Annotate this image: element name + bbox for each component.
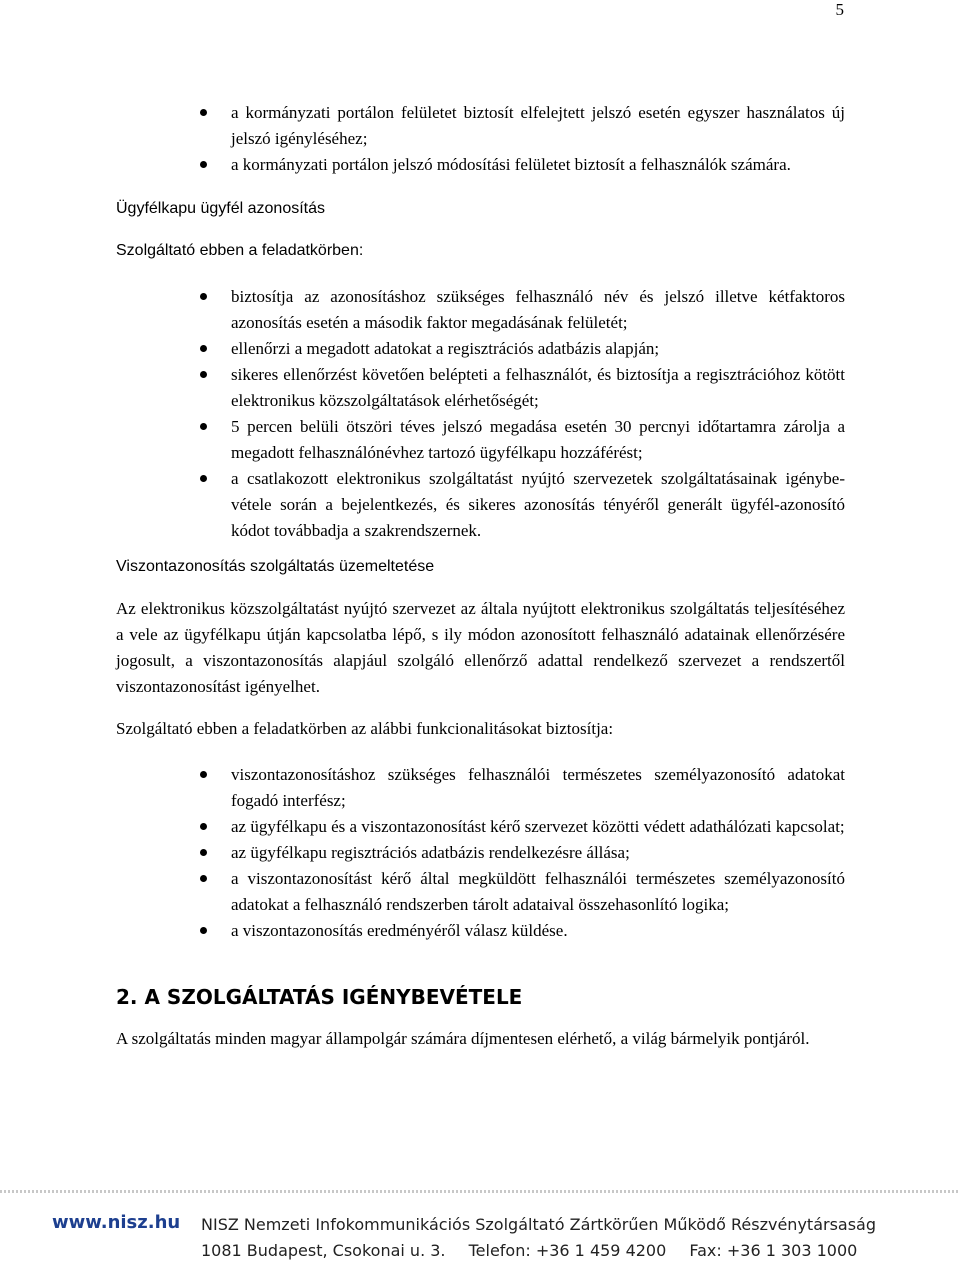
list-item: a viszontazonosítás eredményéről válasz küldése. [116,918,845,944]
intro-text: Szolgáltató ebben a feladatkörben: [116,242,364,259]
list-item: a viszontazonosítást kérő által megküldött felhasználói természetes személyazonosító adatokat a felhasználó rendszerben tárolt adataival összehasonlító logika; [116,866,845,918]
footer-company-info [201,1212,891,1264]
list-item: a csatlakozott elektronikus szolgáltatást nyújtó szervezetek szolgáltatásainak igénybe-vétele során a bejelentkezés, és sikeres azonosítás tényéről generált ügyfél-azonosító kódot továbbadja a szakrendszernek. [116,466,845,544]
list-item: 5 percen belüli ötszöri téves jelszó megadása esetén 30 percnyi időtartamra zárolja a megadott felhasználónévhez tartozó ügyfélkapu hozzáférést; [116,414,845,466]
portal-functions-list [116,100,845,178]
footer-divider [0,1190,960,1193]
list-item: a kormányzati portálon jelszó módosítási felületet biztosít a felhasználók számára. [116,152,845,178]
section-heading-ugyfelkapu: Ügyfélkapu ügyfél azonosítás [116,200,326,217]
document-body [116,100,845,1052]
functionalities-list [116,762,845,944]
list-item: ellenőrzi a megadott adatokat a regisztrációs adatbázis alapján; [116,336,845,362]
footer-website-link[interactable]: www.nisz.hu [52,1212,181,1233]
service-tasks-list [116,284,845,544]
paragraph: A szolgáltatás minden magyar állampolgár számára díjmentesen elérhető, a világ bármelyik pontjáról. [116,1029,810,1048]
list-item: az ügyfélkapu regisztrációs adatbázis rendelkezésre állása; [116,840,845,866]
section-heading-viszontazonositas: Viszontazonosítás szolgáltatás üzemeltetése [116,558,435,575]
list-item: viszontazonosításhoz szükséges felhasználói természetes személyazonosító adatokat fogadó interfész; [116,762,845,814]
footer-address: 1081 Budapest, Csokonai u. 3. [201,1241,446,1260]
footer-contact-line [201,1238,891,1264]
section-title: 2. A SZOLGÁLTATÁS IGÉNYBEVÉTELE [116,985,523,1009]
list-item: biztosítja az azonosításhoz szükséges felhasználó név és jelszó illetve kétfaktoros azonosítás esetén a második faktor megadásának felületét; [116,284,845,336]
list-item: a kormányzati portálon felületet biztosít elfelejtett jelszó esetén egyszer használatos új jelszó igényléséhez; [116,100,845,152]
footer-phone: Telefon: +36 1 459 4200 [468,1241,667,1260]
intro-text: Szolgáltató ebben a feladatkörben az alábbi funkcionalitásokat biztosítja: [116,719,614,738]
list-item: sikeres ellenőrzést követően belépteti a felhasználót, és biztosítja a regisztrációhoz kötött elektronikus közszolgáltatások elérhetőségét; [116,362,845,414]
footer-company-name: NISZ Nemzeti Infokommunikációs Szolgáltató Zártkörűen Működő Részvénytársaság [201,1215,877,1234]
list-item: az ügyfélkapu és a viszontazonosítást kérő szervezet közötti védett adathálózati kapcsolat; [116,814,845,840]
footer-fax: Fax: +36 1 303 1000 [689,1241,858,1260]
paragraph: Az elektronikus közszolgáltatást nyújtó szervezet az általa nyújtott elektronikus szolgáltatás teljesítéséhez a vele az ügyfélkapu útján kapcsolatba lépő, s ily módon azonosított felhasználó adatainak ellenőrzésére jogosult, a viszontazonosítás alapjául szolgáló ellenőrző adattal rendelkező szervezet a rendszertől viszontazonosítást igényelhet. [116,599,845,696]
page-number: 5 [835,0,844,19]
